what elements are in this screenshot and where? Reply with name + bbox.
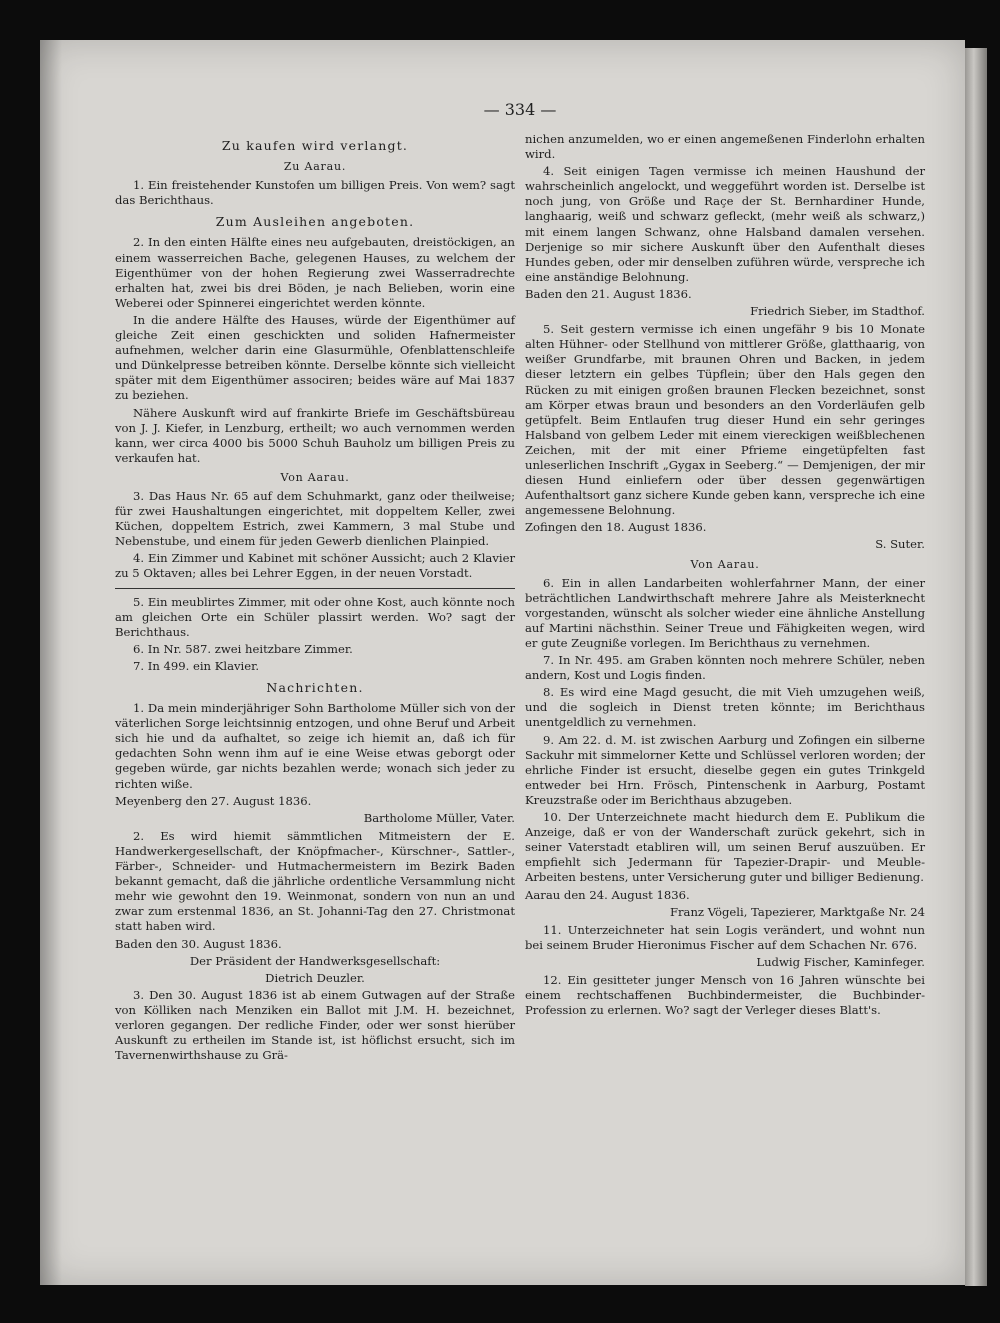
dateline: Baden den 21. August 1836. bbox=[525, 286, 692, 301]
notice-paragraph: 6. In Nr. 587. zwei heitzbare Zimmer. bbox=[133, 641, 353, 656]
dateline: Zofingen den 18. August 1836. bbox=[525, 520, 707, 535]
notice-paragraph: Nähere Auskunft wird auf frankirte Briefe im Geschäftsbüreau von J. J. Kiefer, in Lenzburg, ertheilt; wo auch vernommen werden kann, wer circa 4000 bis 5000 Schuh Bauholz um billigen Preis zu verkaufen hat. bbox=[115, 405, 515, 465]
subheading-von-aarau: Von Aarau. bbox=[280, 470, 350, 484]
notice-paragraph: 1. Ein freistehender Kunstofen um billigen Preis. Von wem? sagt das Berichthaus. bbox=[115, 178, 515, 208]
signature: Ludwig Fischer, Kaminfeger. bbox=[756, 954, 925, 969]
left-column bbox=[115, 132, 515, 1065]
signature: Friedrich Sieber, im Stadthof. bbox=[750, 304, 925, 319]
notice-paragraph: nichen anzumelden, wo er einen angemeßenen Finderlohn erhalten wird. bbox=[525, 132, 925, 162]
notice-paragraph: 7. In Nr. 495. am Graben könnten noch mehrere Schüler, neben andern, Kost und Logis finden. bbox=[525, 653, 925, 683]
signature: Bartholome Müller, Vater. bbox=[363, 810, 515, 825]
signature: Franz Vögeli, Tapezierer, Marktgaße Nr. 24 bbox=[669, 904, 925, 919]
notice-paragraph: 2. Es wird hiemit sämmtlichen Mitmeistern der E. Handwerkergesellschaft, der Knöpfmacher-, Kürschner-, Sattler-, Färber-, Schneider- und Hutmachermeistern im Bezirk Baden bekannt gemacht, daß die jährliche ordentliche Versammlung nicht mehr wie gewohnt den 19. Weinmonat, sondern von nun an und zwar zum erstenmal 1836, an St. Johanni-Tag den 27. Christmonat statt haben wird. bbox=[115, 828, 515, 934]
notice-paragraph: 11. Unterzeichneter hat sein Logis verändert, und wohnt nun bei seinem Bruder Hieronimus Fischer auf dem Schachen Nr. 676. bbox=[525, 922, 925, 952]
heading-zum-ausleihen: Zum Ausleihen angeboten. bbox=[215, 214, 415, 230]
subheading-zu-aarau: Zu Aarau. bbox=[283, 160, 347, 174]
section-divider bbox=[115, 588, 515, 589]
subheading-von-aarau: Von Aarau. bbox=[690, 557, 760, 571]
notice-paragraph: 7. In 499. ein Klavier. bbox=[133, 658, 260, 673]
notice-paragraph: 1. Da mein minderjähriger Sohn Bartholome Müller sich von der väterlichen Sorge leichtsinnig entzogen, und ohne Beruf und Arbeit sich hie und da aufhaltet, so zeige ich hiemit an, daß ich für gedachten Sohn wenn ihm auf ie eine Weise etwas geborgt oder gegeben würde, gar nichts bezahlen werde; wonach sich jeder zu richten wiße. bbox=[115, 701, 515, 791]
signature-title: Der Präsident der Handwerksgesellschaft: bbox=[189, 953, 441, 968]
notice-paragraph: 8. Es wird eine Magd gesucht, die mit Vieh umzugehen weiß, und die sogleich in Dienst treten könnte; im Berichthaus unentgeldlich zu vernehmen. bbox=[525, 685, 925, 730]
right-column bbox=[525, 132, 925, 1020]
notice-paragraph: In die andere Hälfte des Hauses, würde der Eigenthümer auf gleiche Zeit einen geschickten und soliden Hafnermeister aufnehmen, welcher darin eine Glasurmühle, Ofenblattenschleife und Dünkelpresse betreiben könnte. Derselbe könnte sich vielleicht später mit dem Eigenthümer associren; beides wäre auf Mai 1837 zu beziehen. bbox=[115, 312, 515, 403]
notice-paragraph: 5. Seit gestern vermisse ich einen ungefähr 9 bis 10 Monate alten Hühner- oder Stellhund von mittlerer Größe, glatthaarig, von weißer Grundfarbe, mit braunen Ohren und Backen, in jedem dieser letztern ein gelbes Tüpflein; über den Hals gegen den Rücken zu mit einigen großen braunen Flecken bezeichnet, sonst am Körper etwas braun und besonders an den Vorderläufen gelb getüpfelt. Beim Entlaufen trug dieser Hund ein sehr geringes Halsband von gelbem Leder mit einem viereckigen weißblechenen Zeichen, mit der mit einer Pfrieme eingetüpfelten fast unleserlichen Inschrift „Gygax in Seeberg.“ — Demjenigen, der mir diesen Hund einliefern oder über dessen gegenwärtigen Aufenthaltsort ganz sichere Kunde geben kann, verspreche ich eine angemessene Belohnung. bbox=[525, 322, 925, 518]
page-edge bbox=[965, 48, 987, 1286]
notice-paragraph: 6. Ein in allen Landarbeiten wohlerfahrner Mann, der einer beträchtlichen Landwirthschaft mehrere Jahre als Meisterknecht vorgestanden, wünscht als solcher wieder eine ähnliche Anstellung auf Martini nächsthin. Seiner Treue und Fähigkeiten wegen, wird er gute Zeugniße vorlegen. Im Berichthaus zu vernehmen. bbox=[525, 575, 925, 650]
notice-paragraph: 2. In den einten Hälfte eines neu aufgebauten, dreistöckigen, an einem wasserreichen Bache, gelegenen Hauses, zu welchem der Eigenthümer von der hohen Regierung zwei Wasserradrechte erhalten hat, zwei bis drei Böden, je nach Belieben, worin eine Weberei oder Spinnerei eingerichtet werden könnte. bbox=[115, 235, 515, 310]
dateline: Baden den 30. August 1836. bbox=[115, 936, 282, 951]
notice-paragraph: 9. Am 22. d. M. ist zwischen Aarburg und Zofingen ein silberne Sackuhr mit simmelorner Kette und Schlüssel verloren worden; der ehrliche Finder ist ersucht, dieselbe gegen ein gutes Trinkgeld entweder bei Hrn. Frösch, Pintenschenk in Aarburg, Postamt Kreuzstraße oder im Berichthaus abzugeben. bbox=[525, 732, 925, 807]
signature: S. Suter. bbox=[875, 537, 925, 552]
notice-paragraph: 5. Ein meublirtes Zimmer, mit oder ohne Kost, auch könnte noch am gleichen Orte ein Schüler plassirt werden. Wo? sagt der Berichthaus. bbox=[115, 594, 515, 639]
page-number: — 334 — bbox=[483, 100, 557, 119]
heading-nachrichten: Nachrichten. bbox=[266, 680, 364, 695]
notice-paragraph: 3. Den 30. August 1836 ist ab einem Gutwagen auf der Straße von Kölliken nach Menziken ein Ballot mit J.M. H. bezeichnet, verloren gegangen. Der redliche Finder, oder wer sonst hierüber Auskunft zu ertheilen im Stande ist, ist höflichst ersucht, sich im Tavernenwirthshause zu Grä- bbox=[115, 987, 515, 1063]
notice-paragraph: 10. Der Unterzeichnete macht hiedurch dem E. Publikum die Anzeige, daß er von der Wanderschaft zurück gekehrt, sich in seiner Vaterstadt etabliren will, um seinen Beruf auszuüben. Er empfiehlt sich Jedermann für Tapezier-Drapir- und Meuble-Arbeiten bestens, unter Versicherung guter und billiger Bedienung. bbox=[525, 810, 925, 885]
notice-paragraph: 3. Das Haus Nr. 65 auf dem Schuhmarkt, ganz oder theilweise; für zwei Haushaltungen eingerichtet, mit doppeltem Keller, zwei Küchen, doppeltem Estrich, zwei Kammern, 3 mal Stube und Nebenstube, und einem für jeden Gewerb dienlichen Plainpied. bbox=[115, 488, 515, 549]
dateline: Meyenberg den 27. August 1836. bbox=[115, 793, 312, 808]
dateline: Aarau den 24. August 1836. bbox=[525, 887, 690, 902]
notice-paragraph: 12. Ein gesitteter junger Mensch von 16 Jahren wünschte bei einem rechtschaffenen Buchbindermeister, die Buchbinder-Profession zu erlernen. Wo? sagt der Verleger dieses Blatt's. bbox=[525, 972, 925, 1018]
heading-zu-kaufen: Zu kaufen wird verlangt. bbox=[221, 138, 409, 153]
notice-paragraph: 4. Ein Zimmer und Kabinet mit schöner Aussicht; auch 2 Klavier zu 5 Oktaven; alles bei Lehrer Eggen, in der neuen Vorstadt. bbox=[115, 551, 515, 581]
signature: Dietrich Deuzler. bbox=[265, 970, 365, 985]
notice-paragraph: 4. Seit einigen Tagen vermisse ich meinen Haushund der wahrscheinlich angelockt, und weggeführt worden ist. Derselbe ist noch jung, von Größe und Raçe der St. Bernhardiner Hunde, langhaarig, weiß und schwarz gefleckt, (mehr weiß als schwarz,) mit einem langen Schwanz, ohne Halsband damalen versehen. Derjenige so mir sichere Auskunft über den Aufenthalt dieses Hundes geben, oder mir denselben zuführen würde, verspreche ich eine anständige Belohnung. bbox=[525, 164, 925, 284]
page-fold-shadow bbox=[40, 40, 62, 1285]
